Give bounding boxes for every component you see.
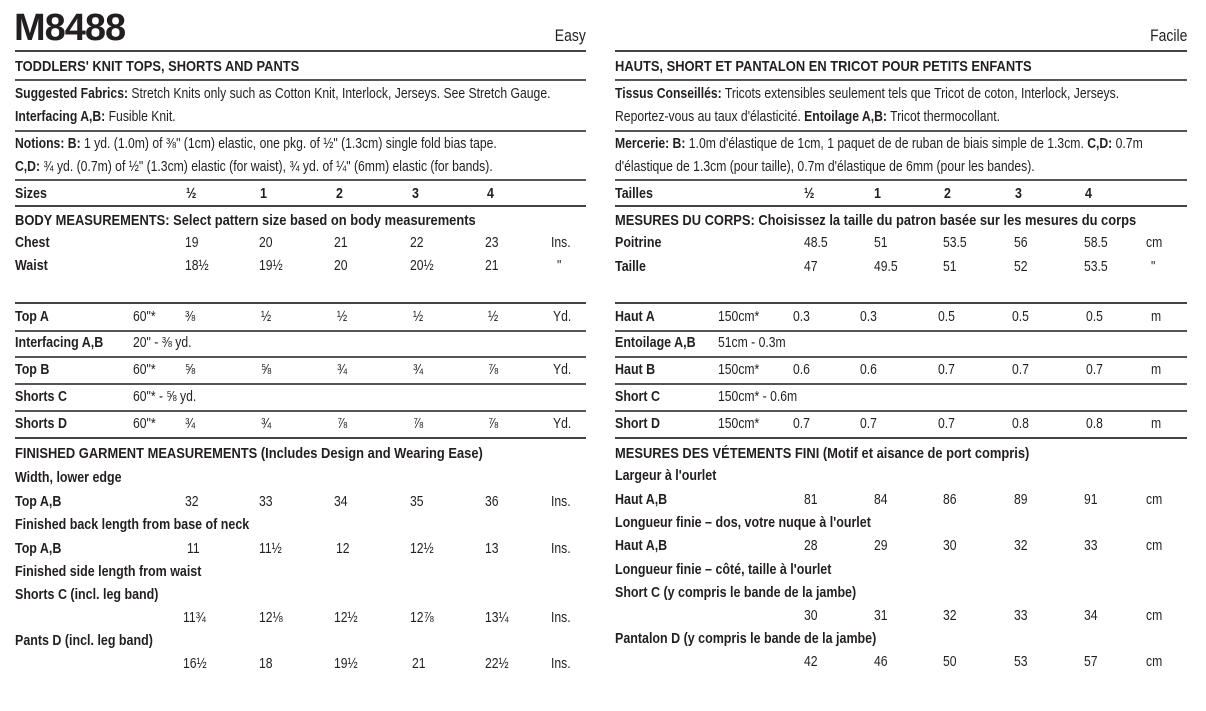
value-cell: 18 xyxy=(259,656,273,672)
suggested-fabrics xyxy=(615,85,1119,103)
sizes-label: Sizes xyxy=(15,186,47,202)
value-cell: 53.5 xyxy=(1084,259,1108,275)
value-cell: ⅝ xyxy=(185,362,196,378)
value-cell: ½ xyxy=(488,309,499,325)
value-cell: 13 xyxy=(485,541,499,557)
value-cell: 11½ xyxy=(259,541,282,557)
value-cell: ¾ xyxy=(185,416,196,432)
value-cell: 32 xyxy=(1014,538,1028,554)
fabric-width: 60"* xyxy=(133,362,156,378)
value-cell: ½ xyxy=(261,309,272,325)
body-measurements-header: BODY MEASUREMENTS: Select pattern size based on body measurements xyxy=(15,212,476,229)
value-cell: ½ xyxy=(337,309,348,325)
value-cell: 48.5 xyxy=(804,235,828,251)
value-cell: 32 xyxy=(943,608,957,624)
value-cell: 35 xyxy=(410,494,424,510)
notions-text: 1.0m d'élastique de 1cm, 1 paquet de de ruban de biais simple de 1.3cm. xyxy=(685,136,1088,152)
value-cell: 12⅛ xyxy=(259,610,283,626)
finished-measurements-header xyxy=(15,445,483,462)
value-cell: 16½ xyxy=(183,656,207,672)
value-cell: 20 xyxy=(334,258,348,274)
pattern-number: M8488 xyxy=(14,7,126,49)
fabrics-text-2: Reportez-vous au taux d'élasticité. xyxy=(615,109,805,125)
value-cell: 0.5 xyxy=(1086,309,1103,325)
divider xyxy=(15,79,586,81)
interfacing-text: Tricot thermocollant. xyxy=(886,109,1001,125)
notions2-text: 0.7m xyxy=(1112,136,1143,152)
fabric-width: 60"* - ⅝ yd. xyxy=(133,389,197,405)
unit-cell: cm xyxy=(1146,492,1163,508)
value-cell: 51 xyxy=(943,259,957,275)
value-cell: 23 xyxy=(485,235,499,251)
unit-cell: Yd. xyxy=(553,416,572,432)
divider xyxy=(15,437,586,439)
value-cell: 0.8 xyxy=(1012,416,1029,432)
interfacing-label: Interfacing A,B: xyxy=(15,109,106,125)
interfacing-note xyxy=(15,108,176,126)
divider xyxy=(15,179,586,181)
fabrics-text: Stretch Knits only such as Cotton Knit, Interlock, Jerseys. See Stretch Gauge. xyxy=(128,86,551,102)
value-cell: 81 xyxy=(804,492,818,508)
row-label-chest: Chest xyxy=(15,235,50,251)
yardage-row-label: Short C xyxy=(615,389,661,405)
unit-cell: cm xyxy=(1146,654,1163,670)
value-cell: 22 xyxy=(410,235,424,251)
fabrics-text: Tricots extensibles seulement tels que Tricot de coton, Interlock, Jerseys. xyxy=(721,86,1120,102)
value-cell: 30 xyxy=(943,538,957,554)
interfacing-label: Entoilage A,B: xyxy=(804,109,887,125)
yardage-row-label: Shorts D xyxy=(15,416,67,432)
value-cell: 11 xyxy=(187,541,200,557)
subheading: Longueur finie – dos, votre nuque à l'ourlet xyxy=(615,515,871,531)
finished-measurements-header xyxy=(615,445,1029,462)
value-cell: 12 xyxy=(336,541,350,557)
row-label: Top A,B xyxy=(15,494,62,510)
fabrics-label: Suggested Fabrics: xyxy=(15,86,129,102)
value-cell: 0.6 xyxy=(860,362,877,378)
divider xyxy=(615,410,1187,412)
divider xyxy=(15,130,586,132)
size-header: ½ xyxy=(804,186,815,202)
value-cell: 31 xyxy=(874,608,888,624)
value-cell: 29 xyxy=(874,538,888,554)
notions-label: Notions: B: xyxy=(15,136,81,152)
size-header: 1 xyxy=(874,186,881,202)
value-cell: ⅞ xyxy=(488,416,499,432)
value-cell: 19½ xyxy=(334,656,358,672)
value-cell: 51 xyxy=(874,235,888,251)
unit-cell: Yd. xyxy=(553,309,572,325)
unit-cell: m xyxy=(1151,309,1162,325)
subheading: Pants D (incl. leg band) xyxy=(15,633,153,649)
notions-line-1 xyxy=(615,135,1143,153)
size-header: 1 xyxy=(260,186,267,202)
body-measurements-header: MESURES DU CORPS: Choisissez la taille du patron basée sur les mesures du corps xyxy=(615,212,1137,229)
french-section xyxy=(600,0,1206,711)
notions-text: 1 yd. (1.0m) of ⅜" (1cm) elastic, one pkg. of ½" (1.3cm) single fold bias tape. xyxy=(80,136,497,152)
row-label: Haut A,B xyxy=(615,538,668,554)
fabric-width: 60"* xyxy=(133,416,156,432)
subheading: Finished side length from waist xyxy=(15,564,202,580)
divider xyxy=(615,130,1187,132)
value-cell: 47 xyxy=(804,259,818,275)
section-title: HAUTS, SHORT ET PANTALON EN TRICOT POUR PETITS ENFANTS xyxy=(615,58,1032,75)
value-cell: 19½ xyxy=(259,258,283,274)
divider xyxy=(615,205,1187,207)
value-cell: 18½ xyxy=(185,258,209,274)
unit-cell: cm xyxy=(1146,235,1163,251)
row-label-waist: Waist xyxy=(15,258,48,274)
value-cell: 57 xyxy=(1084,654,1098,670)
unit-cell: m xyxy=(1151,416,1162,432)
unit-cell: " xyxy=(1151,259,1156,275)
size-header: 3 xyxy=(412,186,419,202)
value-cell: 42 xyxy=(804,654,818,670)
value-cell: 52 xyxy=(1014,259,1028,275)
value-cell: 12½ xyxy=(410,541,434,557)
divider xyxy=(15,50,586,52)
yardage-row-label: Interfacing A,B xyxy=(15,335,104,351)
divider xyxy=(15,205,586,207)
difficulty-label: Facile xyxy=(1149,26,1187,45)
size-header: 4 xyxy=(487,186,494,202)
value-cell: ½ xyxy=(413,309,424,325)
unit-cell: " xyxy=(557,258,562,274)
yardage-row-label: Shorts C xyxy=(15,389,67,405)
fabric-width: 51cm - 0.3m xyxy=(718,335,786,351)
divider xyxy=(15,302,586,304)
fabric-width: 20" - ⅜ yd. xyxy=(133,335,192,351)
size-header: 2 xyxy=(336,186,343,202)
divider xyxy=(615,50,1187,52)
value-cell: 0.3 xyxy=(860,309,877,325)
unit-cell: Ins. xyxy=(551,235,571,251)
sizes-label: Tailles xyxy=(615,186,653,202)
yardage-row-label: Top B xyxy=(15,362,50,378)
subheading: Largeur à l'ourlet xyxy=(615,468,717,484)
value-cell: 36 xyxy=(485,494,499,510)
unit-cell: Yd. xyxy=(553,362,572,378)
notions2-label: C,D: xyxy=(1087,136,1113,152)
value-cell: ¾ xyxy=(261,416,272,432)
value-cell: 0.8 xyxy=(1086,416,1103,432)
value-cell: 21 xyxy=(412,656,426,672)
fabric-width: 150cm* - 0.6m xyxy=(718,389,798,405)
yardage-row-label: Entoilage A,B xyxy=(615,335,696,351)
divider xyxy=(615,79,1187,81)
yardage-row-label: Top A xyxy=(15,309,49,325)
divider xyxy=(615,383,1187,385)
value-cell: 33 xyxy=(259,494,273,510)
unit-cell: Ins. xyxy=(551,494,571,510)
interfacing-text: Fusible Knit. xyxy=(105,109,176,125)
unit-cell: Ins. xyxy=(551,541,571,557)
size-header: ½ xyxy=(186,186,197,202)
unit-cell: cm xyxy=(1146,608,1163,624)
value-cell: 30 xyxy=(804,608,818,624)
value-cell: 34 xyxy=(1084,608,1098,624)
size-header: 4 xyxy=(1085,186,1092,202)
value-cell: 11¾ xyxy=(183,610,206,626)
value-cell: 12½ xyxy=(334,610,358,626)
row-label: Haut A,B xyxy=(615,492,668,508)
subheading: Longueur finie – côté, taille à l'ourlet xyxy=(615,562,832,578)
value-cell: 53 xyxy=(1014,654,1028,670)
notions2-text: ¾ yd. (0.7m) of ½" (1.3cm) elastic (for waist), ¾ yd. of ¼" (6mm) elastic (for bands). xyxy=(40,159,493,175)
size-header: 2 xyxy=(944,186,951,202)
row-label-waist: Taille xyxy=(615,259,646,275)
value-cell: 53.5 xyxy=(943,235,967,251)
value-cell: ¾ xyxy=(413,362,424,378)
yardage-row-label: Haut B xyxy=(615,362,656,378)
value-cell: ⅞ xyxy=(337,416,348,432)
subheading: Finished back length from base of neck xyxy=(15,517,250,533)
unit-cell: m xyxy=(1151,362,1162,378)
suggested-fabrics xyxy=(15,85,550,103)
value-cell: 49.5 xyxy=(874,259,898,275)
value-cell: 0.7 xyxy=(860,416,877,432)
notions-line-2: d'élastique de 1.3cm (pour taille), 0.7m d'élastique de 6mm (pour les bandes). xyxy=(615,159,1035,175)
value-cell: 91 xyxy=(1084,492,1098,508)
value-cell: 56 xyxy=(1014,235,1028,251)
divider xyxy=(615,330,1187,332)
value-cell: 34 xyxy=(334,494,348,510)
value-cell: 33 xyxy=(1084,538,1098,554)
finished-header-title: FINISHED GARMENT MEASUREMENTS xyxy=(15,445,258,462)
fabrics-continuation xyxy=(615,108,1000,126)
divider xyxy=(15,383,586,385)
fabric-width: 60"* xyxy=(133,309,156,325)
section-title: TODDLERS' KNIT TOPS, SHORTS AND PANTS xyxy=(15,58,300,75)
fabric-width: 150cm* xyxy=(718,416,760,432)
value-cell: 0.5 xyxy=(1012,309,1029,325)
value-cell: 58.5 xyxy=(1084,235,1108,251)
yardage-row-label: Haut A xyxy=(615,309,655,325)
subheading: Short C (y compris le bande de la jambe) xyxy=(615,585,857,601)
finished-header-note: (Motif et aisance de port compris) xyxy=(819,445,1030,462)
value-cell: 20 xyxy=(259,235,273,251)
value-cell: 0.7 xyxy=(938,362,955,378)
value-cell: 12⅞ xyxy=(410,610,434,626)
value-cell: 32 xyxy=(185,494,199,510)
size-header: 3 xyxy=(1015,186,1022,202)
notions2-label: C,D: xyxy=(15,159,41,175)
value-cell: 20½ xyxy=(410,258,434,274)
difficulty-label: Easy xyxy=(555,26,586,45)
divider xyxy=(615,437,1187,439)
subheading: Pantalon D (y compris le bande de la jambe) xyxy=(615,631,877,647)
divider xyxy=(15,356,586,358)
fabric-width: 150cm* xyxy=(718,362,760,378)
value-cell: ⅞ xyxy=(488,362,499,378)
value-cell: 0.7 xyxy=(793,416,810,432)
divider xyxy=(15,410,586,412)
row-label-chest: Poitrine xyxy=(615,235,662,251)
value-cell: 50 xyxy=(943,654,957,670)
finished-header-note: (Includes Design and Wearing Ease) xyxy=(257,445,483,462)
subheading: Width, lower edge xyxy=(15,470,122,486)
value-cell: ⅞ xyxy=(413,416,424,432)
unit-cell: Ins. xyxy=(551,610,571,626)
value-cell: 0.5 xyxy=(938,309,955,325)
yardage-row-label: Short D xyxy=(615,416,661,432)
value-cell: 0.7 xyxy=(1086,362,1103,378)
value-cell: 33 xyxy=(1014,608,1028,624)
row-label: Top A,B xyxy=(15,541,62,557)
value-cell: 86 xyxy=(943,492,957,508)
english-section xyxy=(0,0,600,711)
value-cell: 13¼ xyxy=(485,610,509,626)
value-cell: 0.3 xyxy=(793,309,810,325)
notions-line-1 xyxy=(15,135,497,153)
value-cell: 21 xyxy=(334,235,348,251)
value-cell: 28 xyxy=(804,538,818,554)
unit-cell: cm xyxy=(1146,538,1163,554)
unit-cell: Ins. xyxy=(551,656,571,672)
notions-label: Mercerie: B: xyxy=(615,136,686,152)
value-cell: 19 xyxy=(185,235,199,251)
value-cell: 89 xyxy=(1014,492,1028,508)
value-cell: 22½ xyxy=(485,656,509,672)
value-cell: 0.7 xyxy=(1012,362,1029,378)
value-cell: 46 xyxy=(874,654,888,670)
value-cell: ¾ xyxy=(337,362,348,378)
notions-line-2 xyxy=(15,158,493,176)
fabrics-label: Tissus Conseillés: xyxy=(615,86,722,102)
divider xyxy=(615,179,1187,181)
divider xyxy=(615,302,1187,304)
finished-header-title: MESURES DES VÉTEMENTS FINI xyxy=(615,445,820,462)
value-cell: 0.7 xyxy=(938,416,955,432)
fabric-width: 150cm* xyxy=(718,309,760,325)
value-cell: ⅝ xyxy=(261,362,272,378)
value-cell: 0.6 xyxy=(793,362,810,378)
value-cell: 84 xyxy=(874,492,888,508)
subheading: Shorts C (incl. leg band) xyxy=(15,587,159,603)
divider xyxy=(15,330,586,332)
divider xyxy=(615,356,1187,358)
value-cell: 21 xyxy=(485,258,499,274)
value-cell: ⅜ xyxy=(185,309,196,325)
